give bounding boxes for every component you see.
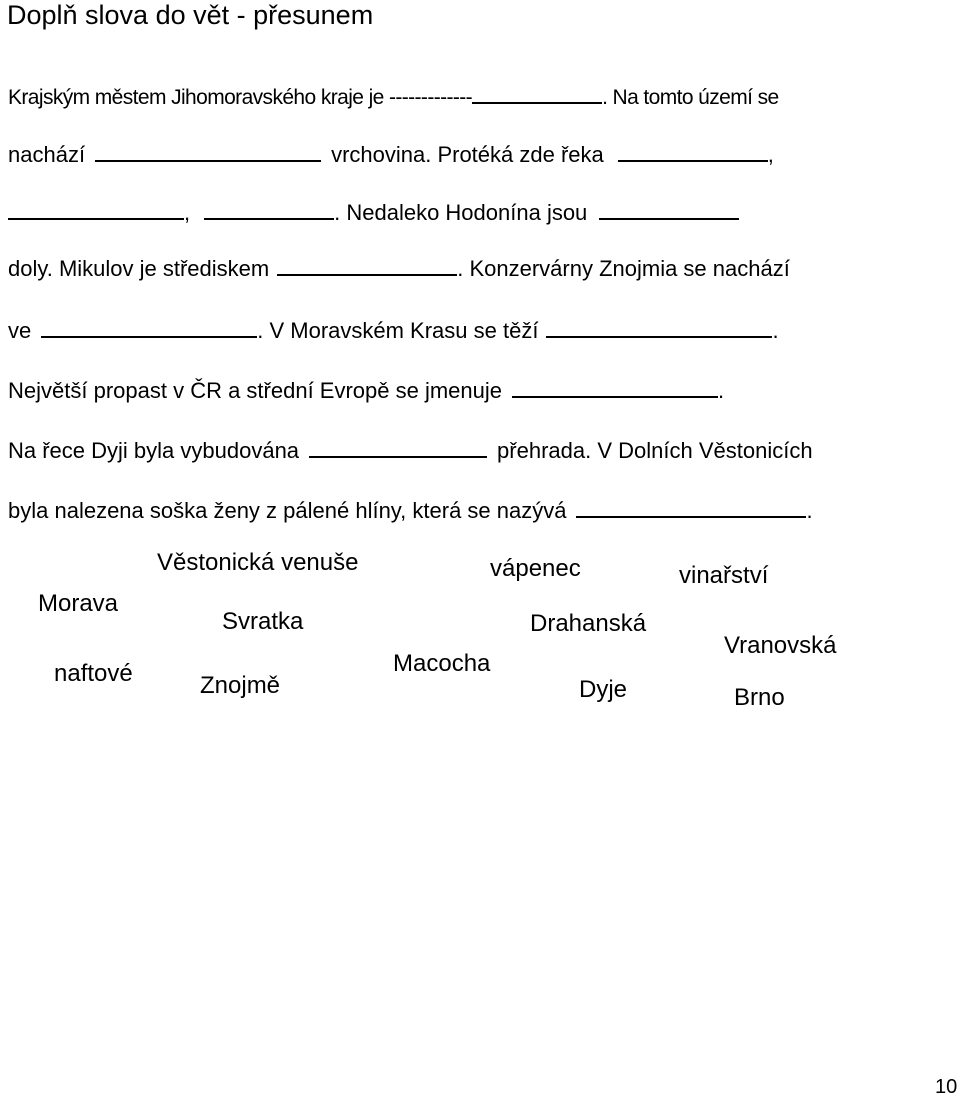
blank-drop-target[interactable] xyxy=(309,438,487,458)
sentence-text: vrchovina. Protéká zde řeka xyxy=(331,142,604,167)
sentence-text: . xyxy=(772,318,779,343)
draggable-word-vinarstvi[interactable]: vinařství xyxy=(679,562,769,589)
sentence-text: byla nalezena soška ženy z pálené hlíny, která se nazývá xyxy=(8,498,567,523)
draggable-word-vranovska[interactable]: Vranovská xyxy=(724,632,837,659)
sentence-text: ve xyxy=(8,318,32,343)
sentence-line xyxy=(8,200,739,226)
sentence-text: . xyxy=(718,378,725,403)
blank-drop-target[interactable] xyxy=(8,200,184,220)
draggable-word-brno[interactable]: Brno xyxy=(734,684,785,711)
sentence-text: . Konzervárny Znojmia se nachází xyxy=(457,256,790,281)
draggable-word-dyje[interactable]: Dyje xyxy=(579,676,628,703)
sentence-text: . xyxy=(806,498,813,523)
blank-drop-target[interactable] xyxy=(472,84,602,104)
blank-drop-target[interactable] xyxy=(41,318,257,338)
sentence-text: , xyxy=(767,142,774,167)
draggable-word-morava[interactable]: Morava xyxy=(38,590,119,617)
sentence-text: Největší propast v ČR a střední Evropě se jmenuje xyxy=(8,378,503,403)
blank-drop-target[interactable] xyxy=(277,256,457,276)
sentence-text: . Nedaleko Hodonína jsou xyxy=(334,200,588,225)
sentence-line xyxy=(8,378,724,404)
draggable-word-macocha[interactable]: Macocha xyxy=(393,650,491,677)
draggable-word-naftove[interactable]: naftové xyxy=(54,660,133,687)
blank-drop-target[interactable] xyxy=(95,142,321,162)
sentence-line xyxy=(8,142,774,168)
blank-drop-target[interactable] xyxy=(599,200,739,220)
sentence-text: . V Moravském Krasu se těží xyxy=(257,318,539,343)
sentence-text: Na řece Dyji byla vybudována xyxy=(8,438,300,463)
page-title: Doplň slova do vět - přesunem xyxy=(7,0,374,30)
sentence-line xyxy=(8,84,779,111)
sentence-line xyxy=(8,256,790,282)
page-number: 10 xyxy=(935,1076,958,1098)
sentence-line xyxy=(8,438,813,464)
sentence-text: Krajským městem Jihomoravského kraje je ------------- xyxy=(8,86,473,109)
blank-drop-target[interactable] xyxy=(512,378,718,398)
blank-drop-target[interactable] xyxy=(204,200,334,220)
blank-drop-target[interactable] xyxy=(576,498,806,518)
sentence-text: . Na tomto území se xyxy=(602,86,779,109)
blank-drop-target[interactable] xyxy=(618,142,768,162)
sentence-text: , xyxy=(184,200,191,225)
draggable-word-vestonicka-venuse[interactable]: Věstonická venuše xyxy=(157,549,359,576)
draggable-word-drahanska[interactable]: Drahanská xyxy=(530,610,647,637)
sentence-line xyxy=(8,318,779,344)
sentence-text: přehrada. V Dolních Věstonicích xyxy=(497,438,813,463)
draggable-word-znojme[interactable]: Znojmě xyxy=(200,672,281,699)
sentence-text: nachází xyxy=(8,142,86,167)
draggable-word-vapenec[interactable]: vápenec xyxy=(490,555,581,582)
draggable-word-svratka[interactable]: Svratka xyxy=(222,608,304,635)
sentence-text: doly. Mikulov je střediskem xyxy=(8,256,270,281)
sentence-line xyxy=(8,498,813,524)
blank-drop-target[interactable] xyxy=(546,318,772,338)
